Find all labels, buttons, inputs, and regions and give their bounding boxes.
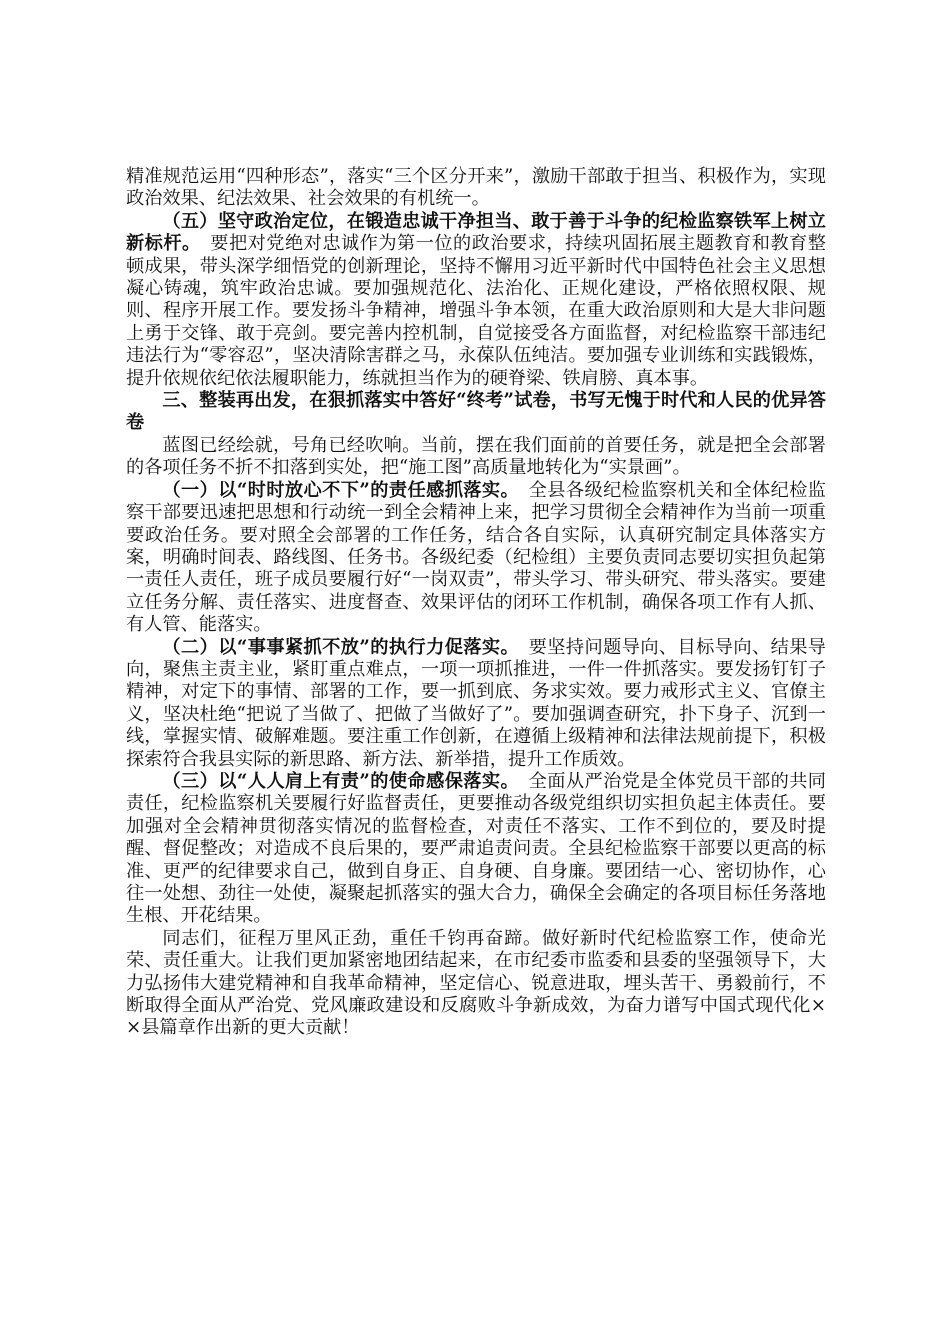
paragraph-text: 全面从严治党是全体党员干部的共同责任，纪检监察机关要履行好监督责任，更要推动各级党组织切实担负起主体责任。要加强对全会精神贯彻落实情况的监督检查，对责任不落实、工作不到位的，要及时提醒、督促整改；对造成不良后果的，要严肃追责问责。全县纪检监察干部要以更高的标准、更严的纪律要求自己，做到自身正、自身硬、自身廉。要团结一心、密切协作，心往一处想、劲往一处使，凝聚起抓落实的强大合力，确保全会确定的各项目标任务落地生根、开花结果。 <box>126 770 826 927</box>
paragraph-closing <box>126 928 826 1040</box>
paragraph-item-2 <box>126 637 826 771</box>
paragraph-text: 蓝图已经绘就，号角已经吹响。当前，摆在我们面前的首要任务，就是把全会部署的各项任务不折不扣落到实处，把“施工图”高质量地转化为“实景画”。 <box>126 434 826 479</box>
paragraph-text: 同志们，征程万里风正劲，重任千钧再奋蹄。做好新时代纪检监察工作，使命光荣、责任重大。让我们更加紧密地团结起来，在市纪委市监委和县委的坚强领导下，大力弘扬伟大建党精神和自我革命精神，坚定信心、锐意进取，埋头苦干、勇毅前行，不断取得全面从严治党、党风廉政建设和反腐败斗争新成效，为奋力谱写中国式现代化××县篇章作出新的更大贡献！ <box>126 927 826 1039</box>
paragraph-heading: （二）以“事事紧抓不放”的执行力促落实。 <box>162 636 511 658</box>
paragraph-section-5 <box>126 211 826 390</box>
paragraph-text: 要把对党绝对忠诚作为第一位的政治要求，持续巩固拓展主题教育和教育整顿成果，带头深学细悟党的创新理论，坚持不懈用习近平新时代中国特色社会主义思想凝心铸魂，筑牢政治忠诚。要加强规范化、法治化、正规化建设，严格依照权限、规则、程序开展工作。要发扬斗争精神，增强斗争本领，在重大政治原则和大是大非问题上勇于交锋、敢于亮剑。要完善内控机制，自觉接受各方面监督，对纪检监察干部违纪违法行为“零容忍”，坚决清除害群之马，永葆队伍纯洁。要加强专业训练和实践锻炼，提升依规依纪依法履职能力，练就担当作为的硬脊梁、铁肩膀、真本事。 <box>126 233 826 389</box>
paragraph-text: 全县各级纪检监察机关和全体纪检监察干部要迅速把思想和行动统一到全会精神上来，把学习贯彻全会精神作为当前一项重要政治任务。要对照全会部署的工作任务，结合各自实际，认真研究制定具体落实方案，明确时间表、路线图、任务书。各级纪委（纪检组）主要负责同志要切实担负起第一责任人责任，班子成员要履行好“一岗双责”，带头学习、带头研究、带头落实。要建立任务分解、责任落实、进度督查、效果评估的闭环工作机制，确保各项工作有人抓、有人管、能落实。 <box>126 479 826 636</box>
paragraph-text: 要坚持问题导向、目标导向、结果导向，聚焦主责主业，紧盯重点难点，一项一项抓推进，一件一件抓落实。要发扬钉钉子精神，对定下的事情、部署的工作，要一抓到底、务求实效。要力戒形式主义、官僚主义，坚决杜绝“把说了当做了、把做了当做好了”。要加强调查研究，扑下身子、沉到一线，掌握实情、破解难题。要注重工作创新，在遵循上级精神和法律法规前提下，积极探索符合我县实际的新思路、新方法、新举措，提升工作质效。 <box>126 636 826 770</box>
paragraph-heading: （三）以“人人肩上有责”的使命感保落实。 <box>162 770 511 792</box>
paragraph-intro <box>126 435 826 480</box>
paragraph-item-3 <box>126 771 826 928</box>
paragraph-heading: （一）以“时时放心不下”的责任感抓落实。 <box>162 479 511 501</box>
paragraph-item-1 <box>126 480 826 637</box>
section-heading-text: 三、整装再出发，在狠抓落实中答好“终考”试卷，书写无愧于时代和人民的优异答卷 <box>126 390 826 434</box>
section-3-heading <box>126 390 826 435</box>
paragraph-continuation <box>126 166 826 211</box>
paragraph-text: 精准规范运用“四种形态”，落实“三个区分开来”，激励干部敢于担当、积极作为，实现政治效果、纪法效果、社会效果的有机统一。 <box>126 166 826 210</box>
document-body <box>126 166 826 1040</box>
paragraph-heading: （五）坚守政治定位，在锻造忠诚干净担当、敢于善于斗争的纪检监察铁军上树立新标杆。 <box>126 210 826 255</box>
